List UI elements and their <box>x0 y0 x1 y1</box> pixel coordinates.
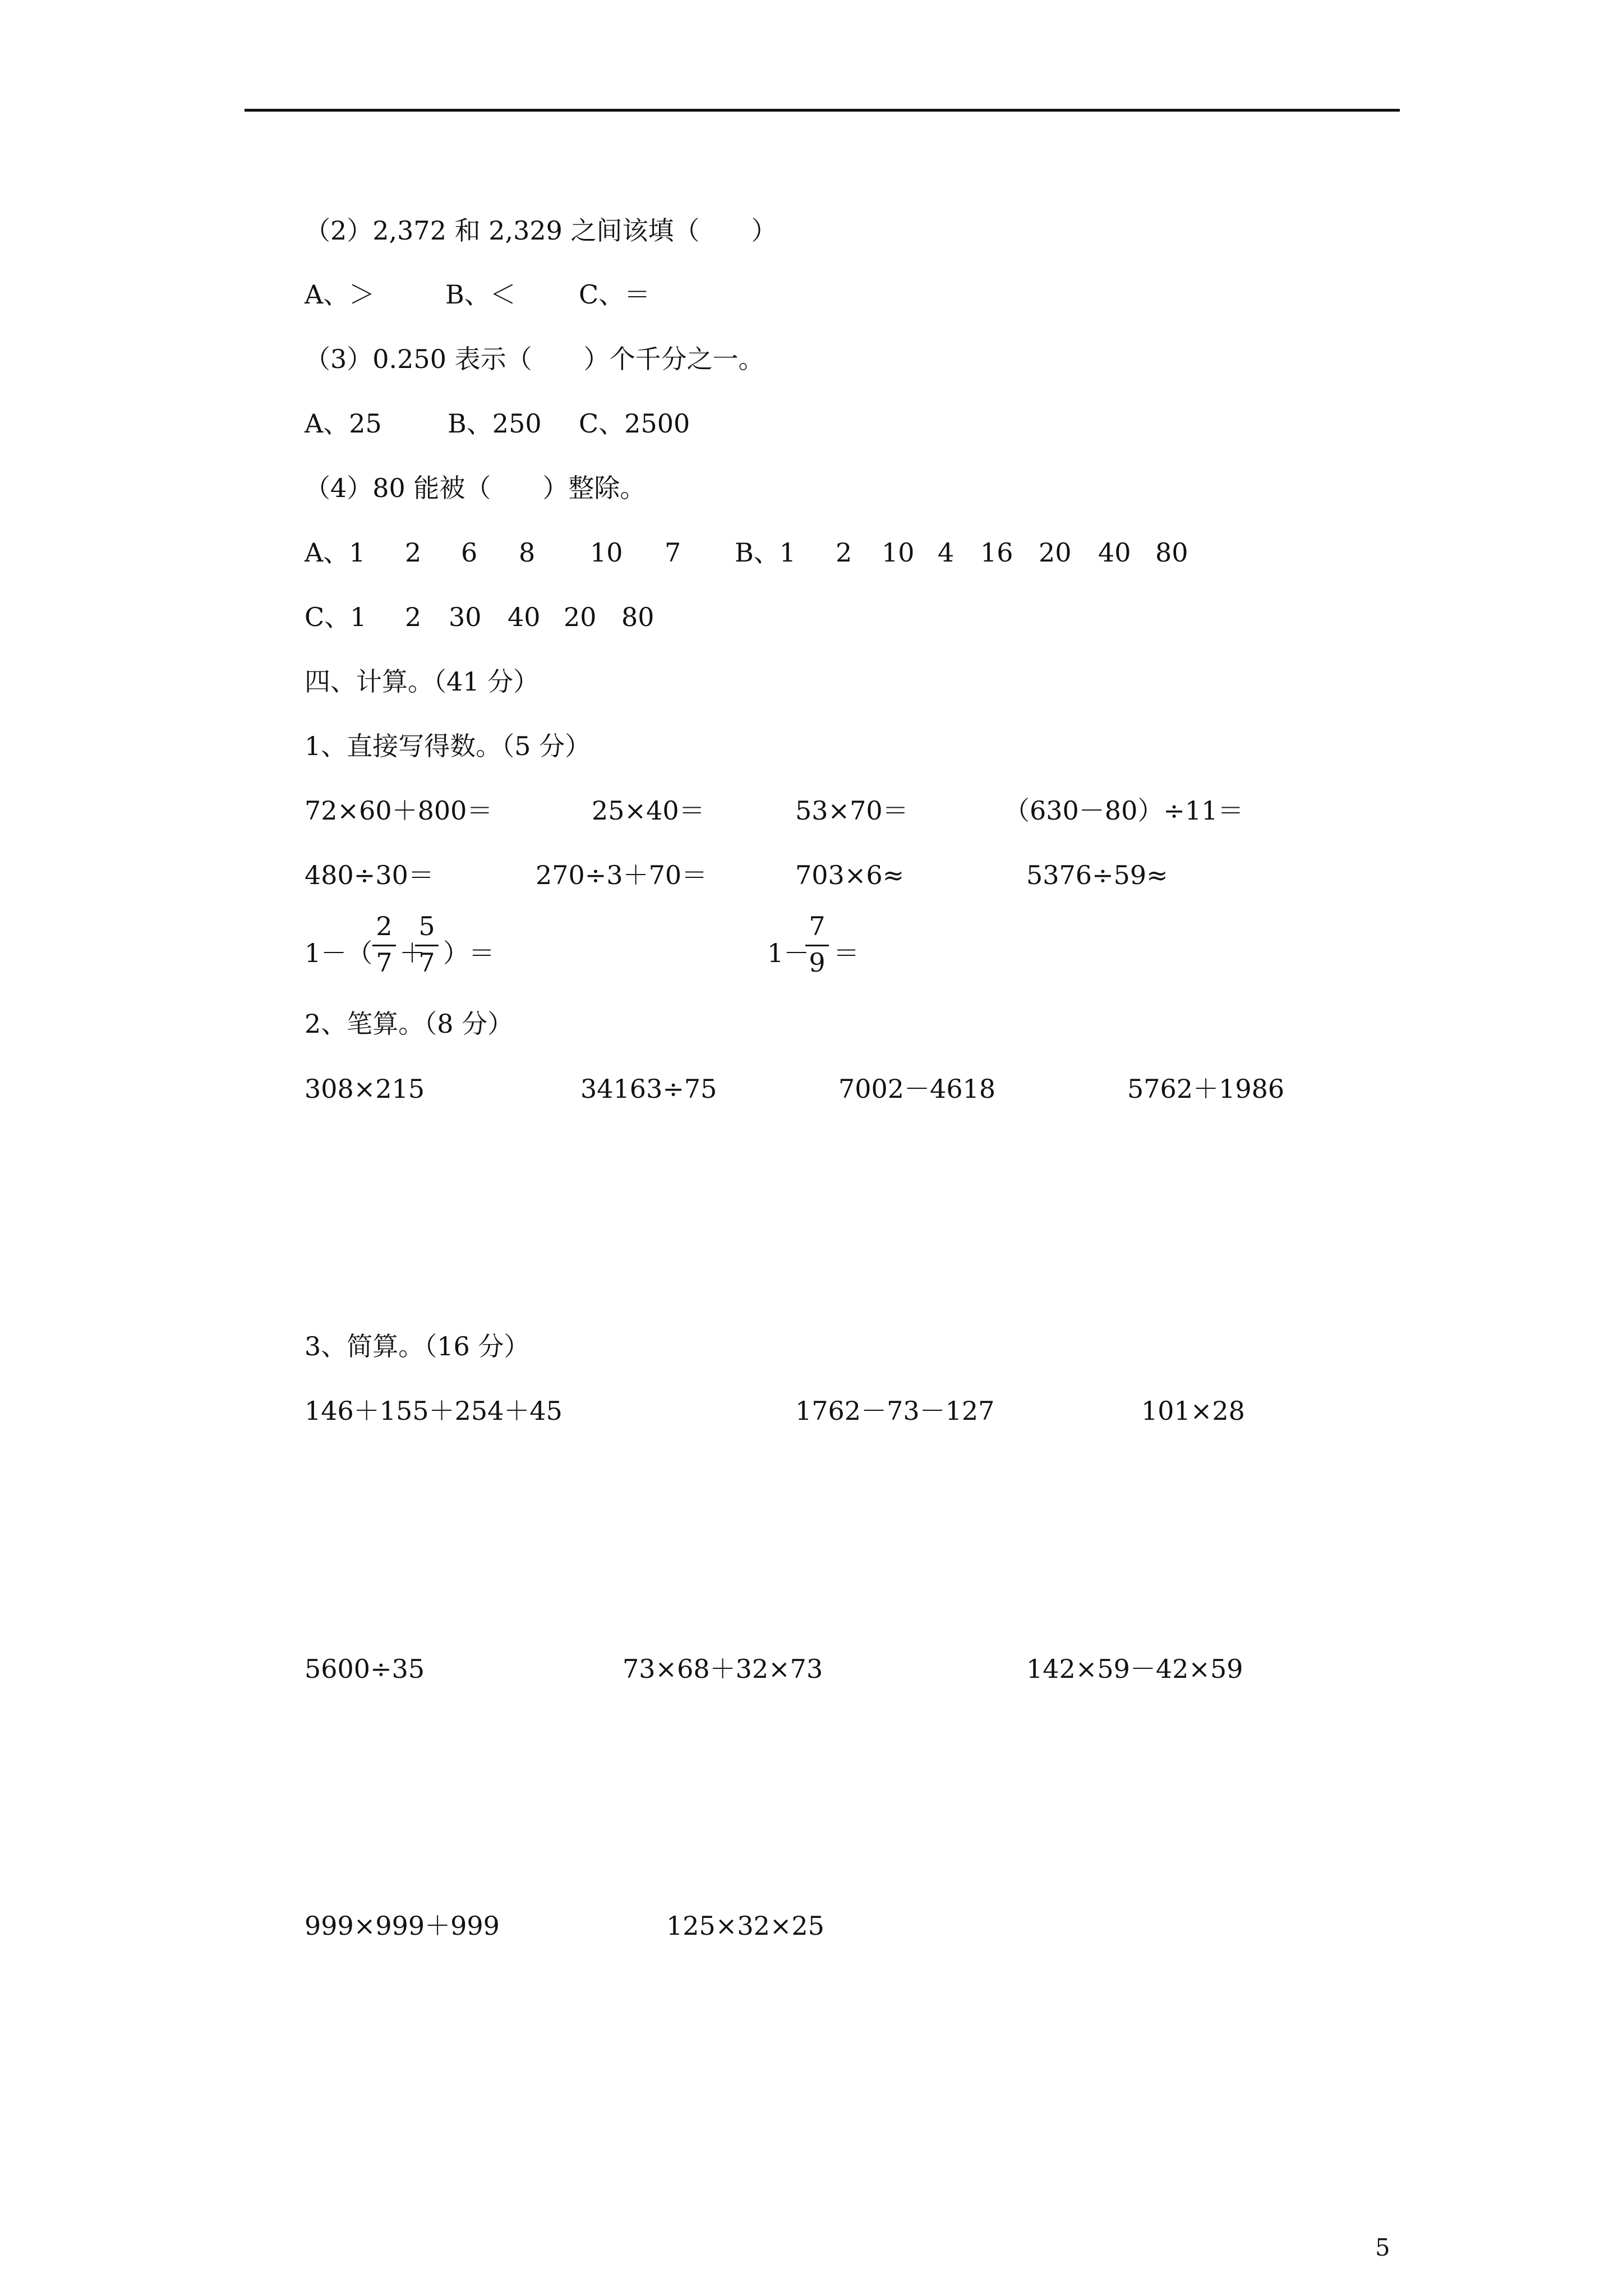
oral-calc-item: 5376÷59≈ <box>1026 860 1168 890</box>
q4-option-a-number: 10 <box>590 537 623 568</box>
expr-operator: ＋ <box>399 938 425 968</box>
written-calc-item: 5762＋1986 <box>1127 1074 1285 1104</box>
q4-option-b-number: 4 <box>938 537 955 568</box>
fraction-denominator: 7 <box>376 947 393 978</box>
expr-prefix: 1－ <box>767 938 810 968</box>
q4-option-c-number: 2 <box>405 602 422 632</box>
fraction-numerator: 7 <box>809 911 826 941</box>
q4-option-b-number: 80 <box>1155 537 1188 568</box>
fraction <box>370 913 398 976</box>
section-title: 四、计算。（41 分） <box>305 666 540 697</box>
simplify-item: 73×68＋32×73 <box>623 1654 823 1684</box>
q4-option-b-number: 20 <box>1039 537 1072 568</box>
simplify-item: 146＋155＋254＋45 <box>305 1396 562 1426</box>
page-number: 5 <box>1375 2234 1390 2261</box>
q4-option-a-number: 6 <box>461 537 478 568</box>
oral-calc-item: 72×60＋800＝ <box>305 795 493 826</box>
q4-option-c-label: C、1 <box>305 602 367 632</box>
written-calc-item: 308×215 <box>305 1074 425 1104</box>
q2-option-a: A、＞ <box>305 279 375 310</box>
q4-option-c-number: 40 <box>508 602 541 632</box>
oral-calc-item: 25×40＝ <box>592 795 705 826</box>
q3-stem: （3）0.250 表示（ ）个千分之一。 <box>305 344 764 374</box>
simplify-item: 101×28 <box>1141 1396 1245 1426</box>
q4-option-b-number: 2 <box>836 537 852 568</box>
expr-suffix: ）＝ <box>443 938 495 968</box>
q4-option-a-label: A、1 <box>305 537 366 568</box>
simplify-item: 125×32×25 <box>666 1911 824 1941</box>
q2-option-b: B、＜ <box>445 279 516 310</box>
fraction-numerator: 2 <box>376 911 393 941</box>
part3-title: 3、简算。（16 分） <box>305 1331 530 1361</box>
q3-option-b: B、250 <box>448 408 542 439</box>
q4-option-a-number: 2 <box>405 537 422 568</box>
simplify-item: 999×999＋999 <box>305 1911 500 1941</box>
q4-option-a-number: 8 <box>519 537 536 568</box>
fraction-denominator: 7 <box>418 947 435 978</box>
oral-calc-item: （630－80）÷11＝ <box>1004 795 1244 826</box>
fraction-denominator: 9 <box>809 947 826 978</box>
q2-option-c: C、＝ <box>579 279 651 310</box>
oral-calc-item: 53×70＝ <box>795 795 909 826</box>
header-rule <box>245 109 1400 112</box>
expr-prefix: 1－（ <box>305 938 373 968</box>
q4-option-b-number: 16 <box>980 537 1013 568</box>
q2-stem: （2）2,372 和 2,329 之间该填（ ） <box>305 215 777 246</box>
simplify-item: 5600÷35 <box>305 1654 425 1684</box>
oral-calc-item: 270÷3＋70＝ <box>536 860 708 890</box>
expr-suffix: ＝ <box>833 938 859 968</box>
q3-option-c: C、2500 <box>579 408 690 439</box>
part1-title: 1、直接写得数。（5 分） <box>305 731 591 761</box>
q4-option-b-number: 40 <box>1098 537 1131 568</box>
q3-option-a: A、25 <box>305 408 382 439</box>
q4-option-c-number: 80 <box>621 602 654 632</box>
written-calc-item: 34163÷75 <box>580 1074 717 1104</box>
written-calc-item: 7002－4618 <box>838 1074 996 1104</box>
q4-option-b-number: 10 <box>882 537 915 568</box>
q4-option-c-number: 20 <box>564 602 597 632</box>
simplify-item: 1762－73－127 <box>795 1396 995 1426</box>
part2-title: 2、笔算。（8 分） <box>305 1009 514 1039</box>
oral-calc-item: 703×6≈ <box>795 860 905 890</box>
fraction <box>803 913 831 976</box>
oral-calc-item: 480÷30＝ <box>305 860 434 890</box>
fraction <box>413 913 441 976</box>
q4-stem: （4）80 能被（ ）整除。 <box>305 473 646 503</box>
simplify-item: 142×59－42×59 <box>1026 1654 1243 1684</box>
q4-option-a-number: 7 <box>665 537 681 568</box>
fraction-numerator: 5 <box>418 911 435 941</box>
q4-option-b-label: B、1 <box>735 537 796 568</box>
q4-option-c-number: 30 <box>449 602 482 632</box>
